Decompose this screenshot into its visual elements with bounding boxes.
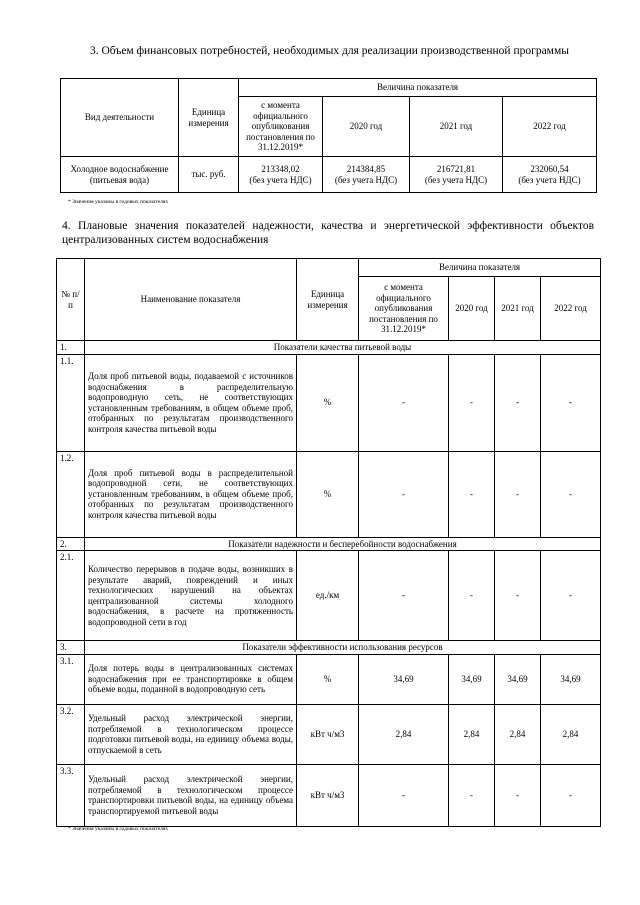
section4-footnote: * Значения указаны в годовых показателях: [68, 826, 169, 832]
row-value-2022: -: [541, 451, 601, 537]
indicators-table: [56, 258, 601, 827]
row-value-2020: [323, 157, 410, 193]
row-unit: %: [297, 451, 359, 537]
row-value-2022: -: [541, 551, 601, 641]
row-value-2020: 34,69: [449, 654, 495, 704]
section4-title: 4. Плановые значения показателей надежности, качества и энергетической эффективности объектов централизованных систем водоснабжения: [62, 220, 594, 246]
vat-note: (без учета НДС): [518, 174, 581, 185]
group-row: [57, 641, 601, 655]
row-name: Удельный расход электрической энергии, потребляемой в технологическом процессе подготовки питьевой воды, на единицу объема воды, отпускаемой в сеть: [85, 704, 297, 764]
header-from-publication: с момента официального опубликования постановления по 31.12.2019*: [239, 97, 323, 157]
row-value-pub: -: [359, 354, 449, 451]
vat-note: (без учета НДС): [249, 174, 312, 185]
vat-note: (без учета НДС): [334, 174, 398, 185]
row-num: 2.1.: [57, 551, 85, 641]
group-title: Показатели качества питьевой воды: [85, 341, 601, 355]
header-2022: 2022 год: [503, 97, 597, 157]
header-unit: Единица измерения: [179, 79, 239, 157]
group-num: 3.: [57, 641, 85, 655]
financial-needs-table: [60, 78, 597, 193]
table-row: [57, 704, 601, 764]
row-name: Доля проб питьевой воды в распределительной водопроводной сети, не соответствующих установленным требованиям, в общем объеме проб, отобранных по результатам производственного контроля качества питьевой воды: [85, 451, 297, 537]
row-value-2022: 2,84: [541, 704, 601, 764]
group-row: [57, 341, 601, 355]
value: 232060,54: [530, 164, 569, 174]
row-name: Доля проб питьевой воды, подаваемой с источников водоснабжения в распределительную водопроводную сеть, не соответствующих установленным требованиям, в общем объеме проб, отобранных по результатам производственного контроля качества питьевой воды: [85, 354, 297, 451]
row-num: 3.1.: [57, 654, 85, 704]
row-value-2022: -: [541, 354, 601, 451]
header-unit: Единица измерения: [297, 259, 359, 341]
row-unit: кВт ч/м3: [297, 764, 359, 826]
section3-title: 3. Объем финансовых потребностей, необходимых для реализации производственной программы: [90, 45, 569, 57]
row-value-pub: 2,84: [359, 704, 449, 764]
row-value-pub: -: [359, 764, 449, 826]
row-unit: тыс. руб.: [179, 157, 239, 193]
row-value-2020: -: [449, 551, 495, 641]
row-value-2020: -: [449, 451, 495, 537]
header-2022: 2022 год: [541, 277, 601, 341]
value: 214384,85: [346, 164, 386, 174]
row-value-2021: -: [495, 764, 541, 826]
row-unit: кВт ч/м3: [297, 704, 359, 764]
header-2020: 2020 год: [449, 277, 495, 341]
header-num: № п/п: [57, 259, 85, 341]
row-num: 1.2.: [57, 451, 85, 537]
row-value-2021: [410, 157, 503, 193]
row-num: 3.3.: [57, 764, 85, 826]
table-row: [57, 354, 601, 451]
row-value-2022: -: [541, 764, 601, 826]
header-2020: 2020 год: [323, 97, 410, 157]
row-name: Количество перерывов в подаче воды, возникших в результате аварий, повреждений и иных технологических нарушений на объектах централизованной системы холодного водоснабжения, в расчете на протяженность водопроводной сети в год: [85, 551, 297, 641]
header-2021: 2021 год: [410, 97, 503, 157]
row-value-pub: 34,69: [359, 654, 449, 704]
row-unit: ед./км: [297, 551, 359, 641]
row-value-2020: -: [449, 764, 495, 826]
vat-note: (без учета НДС): [424, 174, 488, 185]
group-num: 1.: [57, 341, 85, 355]
row-value-pub: -: [359, 451, 449, 537]
header-value: Величина показателя: [359, 259, 601, 277]
group-title: Показатели надежности и бесперебойности водоснабжения: [85, 537, 601, 551]
row-value-2020: 2,84: [449, 704, 495, 764]
row-value-2022: [503, 157, 597, 193]
header-from-publication: с момента официального опубликования постановления по 31.12.2019*: [359, 277, 449, 341]
header-activity: Вид деятельности: [61, 79, 179, 157]
group-title: Показатели эффективности использования ресурсов: [85, 641, 601, 655]
header-2021: 2021 год: [495, 277, 541, 341]
table-row: [57, 551, 601, 641]
section3-footnote: * Значения указаны в годовых показателях: [68, 199, 169, 205]
row-value-2020: -: [449, 354, 495, 451]
table-row: [57, 764, 601, 826]
row-value-pub: -: [359, 551, 449, 641]
row-value-pub: [239, 157, 323, 193]
group-row: [57, 537, 601, 551]
row-value-2021: 34,69: [495, 654, 541, 704]
table-row: [57, 654, 601, 704]
row-activity: Холодное водоснабжение (питьевая вода): [61, 157, 179, 193]
row-unit: %: [297, 654, 359, 704]
row-name: Доля потерь воды в централизованных системах водоснабжения при ее транспортировке в общем объеме воды, поданной в водопроводную сеть: [85, 654, 297, 704]
table-row: [57, 451, 601, 537]
header-value: Величина показателя: [239, 79, 597, 97]
group-num: 2.: [57, 537, 85, 551]
row-unit: %: [297, 354, 359, 451]
value: 216721,81: [436, 164, 476, 174]
row-value-2021: -: [495, 354, 541, 451]
row-value-2021: -: [495, 451, 541, 537]
row-value-2021: 2,84: [495, 704, 541, 764]
row-num: 1.1.: [57, 354, 85, 451]
value: 213348,02: [261, 164, 300, 174]
row-value-2022: 34,69: [541, 654, 601, 704]
row-num: 3.2.: [57, 704, 85, 764]
row-value-2021: -: [495, 551, 541, 641]
header-name: Наименование показателя: [85, 259, 297, 341]
row-name: Удельный расход электрической энергии, потребляемой в технологическом процессе транспортировки питьевой воды, на единицу объема транспортируемой питьевой воды: [85, 764, 297, 826]
